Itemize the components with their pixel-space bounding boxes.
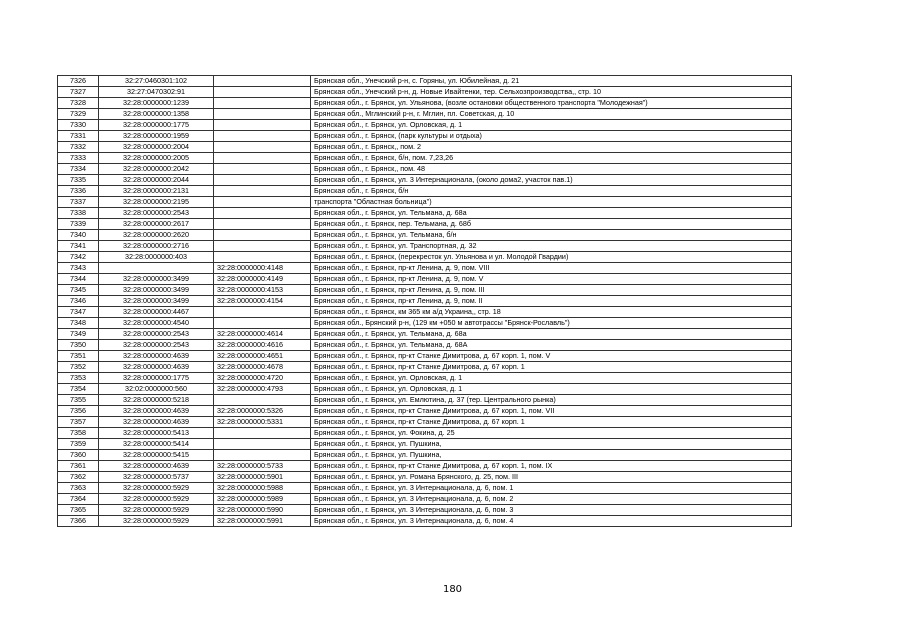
- cadastral-number-cell: 32:28:0000000:2195: [99, 197, 214, 208]
- parent-cadastral-number-cell: 32:28:0000000:4148: [214, 263, 311, 274]
- table-row: [58, 98, 792, 109]
- parent-cadastral-number-cell: [214, 153, 311, 164]
- table-row: [58, 384, 792, 395]
- parent-cadastral-number-cell: 32:28:0000000:5326: [214, 406, 311, 417]
- address-cell: Брянская обл., г. Брянск, ул. Емлютина, д. 37 (тер. Центрального рынка): [311, 395, 792, 406]
- address-cell: Брянская обл., г. Брянск, ул. Романа Брянского, д. 25, пом. III: [311, 472, 792, 483]
- table-row: [58, 307, 792, 318]
- parent-cadastral-number-cell: [214, 395, 311, 406]
- address-cell: Брянская обл., г. Брянск, ул. Тельмана, б/н: [311, 230, 792, 241]
- row-number-cell: 7338: [58, 208, 99, 219]
- address-cell: Брянская обл., г. Брянск, ул. Тельмана, д. 68а: [311, 329, 792, 340]
- parent-cadastral-number-cell: 32:28:0000000:5989: [214, 494, 311, 505]
- parent-cadastral-number-cell: [214, 230, 311, 241]
- parent-cadastral-number-cell: [214, 428, 311, 439]
- row-number-cell: 7352: [58, 362, 99, 373]
- parent-cadastral-number-cell: [214, 76, 311, 87]
- parent-cadastral-number-cell: 32:28:0000000:5990: [214, 505, 311, 516]
- cadastral-number-cell: 32:28:0000000:3499: [99, 285, 214, 296]
- parent-cadastral-number-cell: [214, 109, 311, 120]
- table-row: [58, 131, 792, 142]
- table-row: [58, 197, 792, 208]
- table-row: [58, 428, 792, 439]
- property-register-table: [57, 75, 792, 527]
- table-row: [58, 186, 792, 197]
- cadastral-number-cell: 32:28:0000000:5737: [99, 472, 214, 483]
- address-cell: Брянская обл., г. Брянск, ул. 3 Интернационала, д. 6, пом. 1: [311, 483, 792, 494]
- cadastral-number-cell: 32:28:0000000:2004: [99, 142, 214, 153]
- address-cell: Брянская обл., г. Брянск, ул. Пушкина,: [311, 450, 792, 461]
- cadastral-number-cell: 32:28:0000000:4639: [99, 362, 214, 373]
- row-number-cell: 7351: [58, 351, 99, 362]
- parent-cadastral-number-cell: [214, 120, 311, 131]
- address-cell: Брянская обл., г. Брянск, пр-кт Ленина, д. 9, пом. III: [311, 285, 792, 296]
- row-number-cell: 7364: [58, 494, 99, 505]
- table-row: [58, 494, 792, 505]
- address-cell: Брянская обл., г. Брянск, ул. Фокина, д. 25: [311, 428, 792, 439]
- parent-cadastral-number-cell: 32:28:0000000:5988: [214, 483, 311, 494]
- row-number-cell: 7339: [58, 219, 99, 230]
- address-cell: Брянская обл., г. Брянск,, пом. 2: [311, 142, 792, 153]
- table-row: [58, 318, 792, 329]
- cadastral-number-cell: 32:27:0460301:102: [99, 76, 214, 87]
- table-row: [58, 274, 792, 285]
- table-row: [58, 76, 792, 87]
- cadastral-number-cell: 32:28:0000000:5218: [99, 395, 214, 406]
- row-number-cell: 7362: [58, 472, 99, 483]
- table-row: [58, 164, 792, 175]
- row-number-cell: 7350: [58, 340, 99, 351]
- parent-cadastral-number-cell: [214, 98, 311, 109]
- row-number-cell: 7344: [58, 274, 99, 285]
- cadastral-number-cell: 32:28:0000000:5413: [99, 428, 214, 439]
- parent-cadastral-number-cell: [214, 197, 311, 208]
- parent-cadastral-number-cell: 32:28:0000000:4616: [214, 340, 311, 351]
- address-cell: Брянская обл., Унечский р-н, с. Горяны, ул. Юбилейная, д. 21: [311, 76, 792, 87]
- cadastral-number-cell: 32:28:0000000:2620: [99, 230, 214, 241]
- address-cell: Брянская обл., г. Брянск, пр-кт Станке Димитрова, д. 67 корп. 1, пом. V: [311, 351, 792, 362]
- parent-cadastral-number-cell: [214, 164, 311, 175]
- parent-cadastral-number-cell: 32:28:0000000:5991: [214, 516, 311, 527]
- parent-cadastral-number-cell: [214, 318, 311, 329]
- cadastral-number-cell: 32:28:0000000:5414: [99, 439, 214, 450]
- parent-cadastral-number-cell: 32:28:0000000:4614: [214, 329, 311, 340]
- row-number-cell: 7348: [58, 318, 99, 329]
- parent-cadastral-number-cell: [214, 439, 311, 450]
- address-cell: Брянская обл., г. Брянск, ул. Пушкина,: [311, 439, 792, 450]
- row-number-cell: 7359: [58, 439, 99, 450]
- parent-cadastral-number-cell: 32:28:0000000:4149: [214, 274, 311, 285]
- cadastral-number-cell: 32:28:0000000:5929: [99, 494, 214, 505]
- cadastral-number-cell: [99, 263, 214, 274]
- row-number-cell: 7355: [58, 395, 99, 406]
- cadastral-number-cell: 32:28:0000000:1239: [99, 98, 214, 109]
- parent-cadastral-number-cell: [214, 241, 311, 252]
- cadastral-number-cell: 32:28:0000000:5415: [99, 450, 214, 461]
- parent-cadastral-number-cell: 32:28:0000000:4793: [214, 384, 311, 395]
- cadastral-number-cell: 32:28:0000000:4540: [99, 318, 214, 329]
- address-cell: Брянская обл., Унечский р-н, д. Новые Ивайтенки, тер. Сельхозпроизводства,, стр. 10: [311, 87, 792, 98]
- row-number-cell: 7345: [58, 285, 99, 296]
- table-row: [58, 285, 792, 296]
- address-cell: Брянская обл., г. Брянск, (перекресток ул. Ульянова и ул. Молодой Гвардии): [311, 252, 792, 263]
- address-cell: Брянская обл., г. Брянск, ул. Орловская, д. 1: [311, 120, 792, 131]
- table-row: [58, 87, 792, 98]
- address-cell: Брянская обл., г. Брянск, б/н, пом. 7,23,26: [311, 153, 792, 164]
- row-number-cell: 7330: [58, 120, 99, 131]
- parent-cadastral-number-cell: [214, 219, 311, 230]
- table-row: [58, 340, 792, 351]
- row-number-cell: 7349: [58, 329, 99, 340]
- table-row: [58, 417, 792, 428]
- table-row: [58, 439, 792, 450]
- row-number-cell: 7366: [58, 516, 99, 527]
- cadastral-number-cell: 32:28:0000000:5929: [99, 516, 214, 527]
- address-cell: Брянская обл., г. Брянск, ул. Орловская, д. 1: [311, 384, 792, 395]
- address-cell: Брянская обл., г. Брянск, км 365 км а/д Украина,, стр. 18: [311, 307, 792, 318]
- row-number-cell: 7331: [58, 131, 99, 142]
- table-row: [58, 208, 792, 219]
- cadastral-number-cell: 32:28:0000000:2543: [99, 340, 214, 351]
- cadastral-number-cell: 32:02:0000000:560: [99, 384, 214, 395]
- address-cell: Брянская обл., г. Брянск, ул. 3 Интернационала, д. 6, пом. 3: [311, 505, 792, 516]
- cadastral-number-cell: 32:27:0470302:91: [99, 87, 214, 98]
- row-number-cell: 7341: [58, 241, 99, 252]
- cadastral-number-cell: 32:28:0000000:3499: [99, 274, 214, 285]
- cadastral-number-cell: 32:28:0000000:5929: [99, 483, 214, 494]
- cadastral-number-cell: 32:28:0000000:3499: [99, 296, 214, 307]
- row-number-cell: 7346: [58, 296, 99, 307]
- cadastral-number-cell: 32:28:0000000:4639: [99, 406, 214, 417]
- cadastral-number-cell: 32:28:0000000:1775: [99, 373, 214, 384]
- row-number-cell: 7334: [58, 164, 99, 175]
- table-row: [58, 175, 792, 186]
- row-number-cell: 7329: [58, 109, 99, 120]
- parent-cadastral-number-cell: [214, 142, 311, 153]
- parent-cadastral-number-cell: 32:28:0000000:5733: [214, 461, 311, 472]
- parent-cadastral-number-cell: [214, 186, 311, 197]
- address-cell: Брянская обл., г. Брянск, ул. 3 Интернационала, д. 6, пом. 2: [311, 494, 792, 505]
- row-number-cell: 7357: [58, 417, 99, 428]
- address-cell: Брянская обл., г. Брянск, ул. Тельмана, д. 68а: [311, 208, 792, 219]
- address-cell: Брянская обл., г. Брянск, пр-кт Станке Димитрова, д. 67 корп. 1, пом. VII: [311, 406, 792, 417]
- parent-cadastral-number-cell: [214, 175, 311, 186]
- address-cell: Брянская обл., г. Брянск, ул. Тельмана, д. 68А: [311, 340, 792, 351]
- address-cell: Брянская обл., г. Брянск, пр-кт Ленина, д. 9, пом. II: [311, 296, 792, 307]
- table-row: [58, 109, 792, 120]
- cadastral-number-cell: 32:28:0000000:2617: [99, 219, 214, 230]
- parent-cadastral-number-cell: [214, 450, 311, 461]
- row-number-cell: 7336: [58, 186, 99, 197]
- table-row: [58, 219, 792, 230]
- parent-cadastral-number-cell: 32:28:0000000:4720: [214, 373, 311, 384]
- row-number-cell: 7343: [58, 263, 99, 274]
- cadastral-number-cell: 32:28:0000000:2131: [99, 186, 214, 197]
- table-row: [58, 461, 792, 472]
- parent-cadastral-number-cell: [214, 131, 311, 142]
- cadastral-number-cell: 32:28:0000000:2005: [99, 153, 214, 164]
- row-number-cell: 7337: [58, 197, 99, 208]
- cadastral-number-cell: 32:28:0000000:4467: [99, 307, 214, 318]
- address-cell: транспорта "Областная больница"): [311, 197, 792, 208]
- table-row: [58, 373, 792, 384]
- table-row: [58, 450, 792, 461]
- table-row: [58, 351, 792, 362]
- row-number-cell: 7360: [58, 450, 99, 461]
- table-row: [58, 329, 792, 340]
- cadastral-number-cell: 32:28:0000000:2543: [99, 208, 214, 219]
- address-cell: Брянская обл., г. Брянск, б/н: [311, 186, 792, 197]
- table-row: [58, 483, 792, 494]
- row-number-cell: 7347: [58, 307, 99, 318]
- row-number-cell: 7358: [58, 428, 99, 439]
- parent-cadastral-number-cell: 32:28:0000000:4154: [214, 296, 311, 307]
- cadastral-number-cell: 32:28:0000000:4639: [99, 417, 214, 428]
- parent-cadastral-number-cell: 32:28:0000000:4153: [214, 285, 311, 296]
- row-number-cell: 7332: [58, 142, 99, 153]
- address-cell: Брянская обл., г. Брянск, ул. Транспортная, д. 32: [311, 241, 792, 252]
- cadastral-number-cell: 32:28:0000000:2044: [99, 175, 214, 186]
- cadastral-number-cell: 32:28:0000000:4639: [99, 461, 214, 472]
- address-cell: Брянская обл., г. Брянск, ул. 3 Интернационала, (около дома2, участок пав.1): [311, 175, 792, 186]
- parent-cadastral-number-cell: 32:28:0000000:4651: [214, 351, 311, 362]
- row-number-cell: 7326: [58, 76, 99, 87]
- table-row: [58, 472, 792, 483]
- row-number-cell: 7356: [58, 406, 99, 417]
- cadastral-number-cell: 32:28:0000000:1775: [99, 120, 214, 131]
- row-number-cell: 7353: [58, 373, 99, 384]
- address-cell: Брянская обл., г. Брянск, пер. Тельмана, д. 68б: [311, 219, 792, 230]
- parent-cadastral-number-cell: [214, 307, 311, 318]
- table-row: [58, 395, 792, 406]
- address-cell: Брянская обл., г. Брянск, ул. 3 Интернационала, д. 6, пом. 4: [311, 516, 792, 527]
- table-body: [58, 76, 792, 527]
- parent-cadastral-number-cell: [214, 208, 311, 219]
- parent-cadastral-number-cell: 32:28:0000000:5331: [214, 417, 311, 428]
- row-number-cell: 7327: [58, 87, 99, 98]
- row-number-cell: 7342: [58, 252, 99, 263]
- row-number-cell: 7365: [58, 505, 99, 516]
- cadastral-number-cell: 32:28:0000000:2042: [99, 164, 214, 175]
- table-row: [58, 263, 792, 274]
- address-cell: Брянская обл., Мглинский р-н, г. Мглин, пл. Советская, д. 10: [311, 109, 792, 120]
- table-row: [58, 120, 792, 131]
- address-cell: Брянская обл., г. Брянск, (парк культуры и отдыха): [311, 131, 792, 142]
- table-row: [58, 406, 792, 417]
- address-cell: Брянская обл., г. Брянск,, пом. 48: [311, 164, 792, 175]
- row-number-cell: 7333: [58, 153, 99, 164]
- table-row: [58, 252, 792, 263]
- address-cell: Брянская обл., г. Брянск, пр-кт Станке Димитрова, д. 67 корп. 1, пом. IX: [311, 461, 792, 472]
- address-cell: Брянская обл., г. Брянск, ул. Ульянова, (возле остановки общественного транспорта "Молодежная"): [311, 98, 792, 109]
- table-row: [58, 505, 792, 516]
- cadastral-number-cell: 32:28:0000000:403: [99, 252, 214, 263]
- address-cell: Брянская обл., Брянский р-н, (129 км +050 м автотрассы "Брянск-Рославль"): [311, 318, 792, 329]
- row-number-cell: 7328: [58, 98, 99, 109]
- row-number-cell: 7363: [58, 483, 99, 494]
- address-cell: Брянская обл., г. Брянск, пр-кт Ленина, д. 9, пом. V: [311, 274, 792, 285]
- cadastral-number-cell: 32:28:0000000:2543: [99, 329, 214, 340]
- page-number: 180: [442, 584, 463, 595]
- address-cell: Брянская обл., г. Брянск, ул. Орловская, д. 1: [311, 373, 792, 384]
- address-cell: Брянская обл., г. Брянск, пр-кт Станке Димитрова, д. 67 корп. 1: [311, 417, 792, 428]
- cadastral-number-cell: 32:28:0000000:1358: [99, 109, 214, 120]
- table-row: [58, 362, 792, 373]
- table-row: [58, 230, 792, 241]
- table-row: [58, 241, 792, 252]
- parent-cadastral-number-cell: [214, 87, 311, 98]
- table-row: [58, 296, 792, 307]
- parent-cadastral-number-cell: 32:28:0000000:5901: [214, 472, 311, 483]
- cadastral-number-cell: 32:28:0000000:4639: [99, 351, 214, 362]
- table-row: [58, 153, 792, 164]
- table-row: [58, 142, 792, 153]
- address-cell: Брянская обл., г. Брянск, пр-кт Ленина, д. 9, пом. VIII: [311, 263, 792, 274]
- cadastral-number-cell: 32:28:0000000:1959: [99, 131, 214, 142]
- table-row: [58, 516, 792, 527]
- cadastral-number-cell: 32:28:0000000:2716: [99, 241, 214, 252]
- cadastral-number-cell: 32:28:0000000:5929: [99, 505, 214, 516]
- row-number-cell: 7340: [58, 230, 99, 241]
- parent-cadastral-number-cell: 32:28:0000000:4678: [214, 362, 311, 373]
- parent-cadastral-number-cell: [214, 252, 311, 263]
- row-number-cell: 7335: [58, 175, 99, 186]
- row-number-cell: 7354: [58, 384, 99, 395]
- row-number-cell: 7361: [58, 461, 99, 472]
- address-cell: Брянская обл., г. Брянск, пр-кт Станке Димитрова, д. 67 корп. 1: [311, 362, 792, 373]
